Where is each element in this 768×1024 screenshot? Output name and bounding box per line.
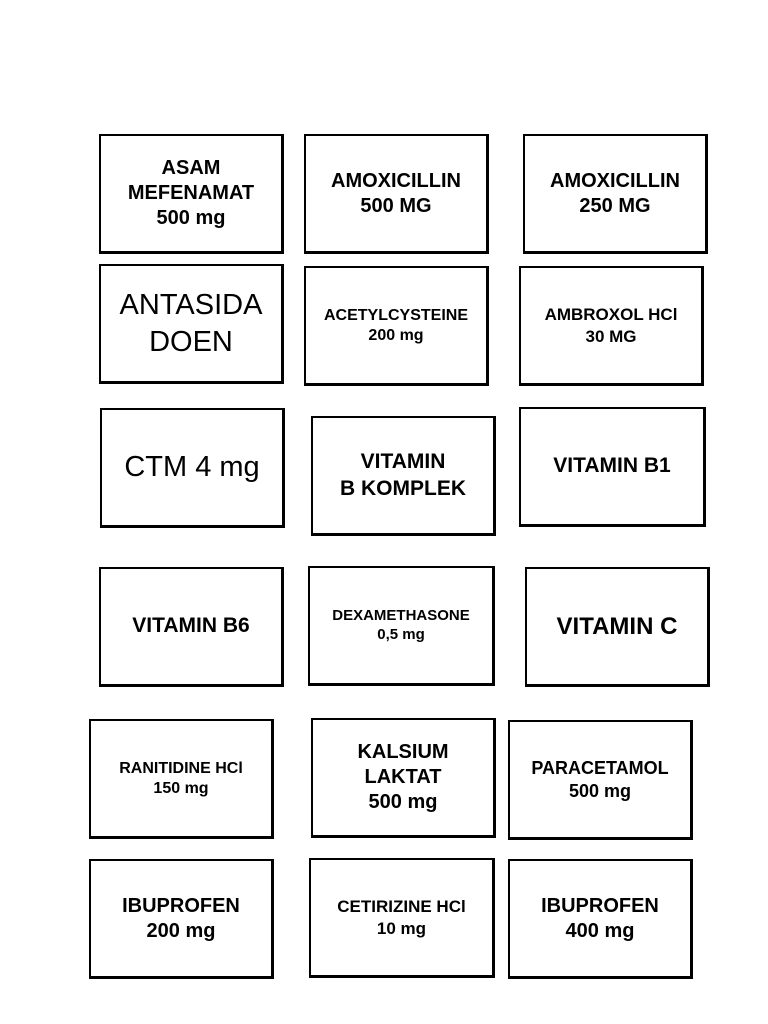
- label-line: LAKTAT: [364, 766, 442, 788]
- label-line: ANTASIDA: [119, 289, 263, 322]
- label-line: AMBROXOL HCl: [544, 305, 678, 325]
- label-line: VITAMIN B6: [132, 614, 250, 638]
- label-line: MEFENAMAT: [127, 182, 255, 204]
- drug-label-ambroxol: [519, 266, 704, 386]
- label-line: RANITIDINE HCl: [119, 759, 243, 777]
- label-line: 10 mg: [376, 918, 427, 938]
- drug-label-dexamethasone: [308, 566, 495, 686]
- drug-label-ranitidine: [89, 719, 274, 839]
- label-line: B KOMPLEK: [340, 476, 466, 500]
- drug-label-kalsium-laktat: [311, 718, 496, 838]
- drug-label-amoxicillin-500: [304, 134, 489, 254]
- label-line: 150 mg: [153, 779, 209, 797]
- label-line: 500 mg: [568, 780, 632, 801]
- label-line: 500 mg: [368, 791, 438, 813]
- drug-label-paracetamol: [508, 720, 693, 840]
- drug-label-ibuprofen-400: [508, 859, 693, 979]
- label-line: 0,5 mg: [377, 625, 425, 643]
- drug-label-vitamin-b-komplek: [311, 416, 496, 536]
- drug-label-cetirizine: [309, 858, 495, 978]
- label-line: 500 mg: [156, 207, 226, 229]
- label-line: 500 MG: [360, 194, 432, 217]
- label-line: PARACETAMOL: [531, 758, 669, 778]
- drug-label-asam-mefenamat: [99, 134, 284, 254]
- drug-label-vitamin-b6: [99, 567, 284, 687]
- drug-label-vitamin-c: [525, 567, 710, 687]
- label-line: 250 MG: [579, 194, 651, 217]
- label-line: AMOXICILLIN: [331, 169, 461, 192]
- label-line: ASAM: [161, 157, 221, 179]
- label-line: DEXAMETHASONE: [332, 606, 470, 624]
- drug-label-vitamin-b1: [519, 407, 706, 527]
- drug-label-acetylcysteine: [304, 266, 489, 386]
- label-line: 400 mg: [565, 919, 635, 942]
- drug-label-amoxicillin-250: [523, 134, 708, 254]
- label-line: VITAMIN C: [556, 612, 678, 640]
- label-line: VITAMIN: [360, 450, 446, 474]
- label-line: KALSIUM: [357, 741, 449, 763]
- drug-label-ctm: [100, 408, 285, 528]
- label-line: 200 mg: [368, 326, 424, 344]
- label-line: CTM 4 mg: [124, 451, 260, 484]
- label-line: 200 mg: [146, 919, 216, 942]
- label-line: IBUPROFEN: [122, 894, 240, 917]
- drug-label-ibuprofen-200: [89, 859, 274, 979]
- label-line: DOEN: [149, 325, 233, 358]
- label-line: AMOXICILLIN: [550, 169, 680, 192]
- label-line: 30 MG: [585, 326, 637, 346]
- label-line: IBUPROFEN: [541, 894, 659, 917]
- label-line: CETIRIZINE HCl: [337, 897, 466, 917]
- drug-label-antasida-doen: [99, 264, 284, 384]
- label-line: VITAMIN B1: [553, 454, 671, 478]
- label-line: ACETYLCYSTEINE: [323, 306, 468, 324]
